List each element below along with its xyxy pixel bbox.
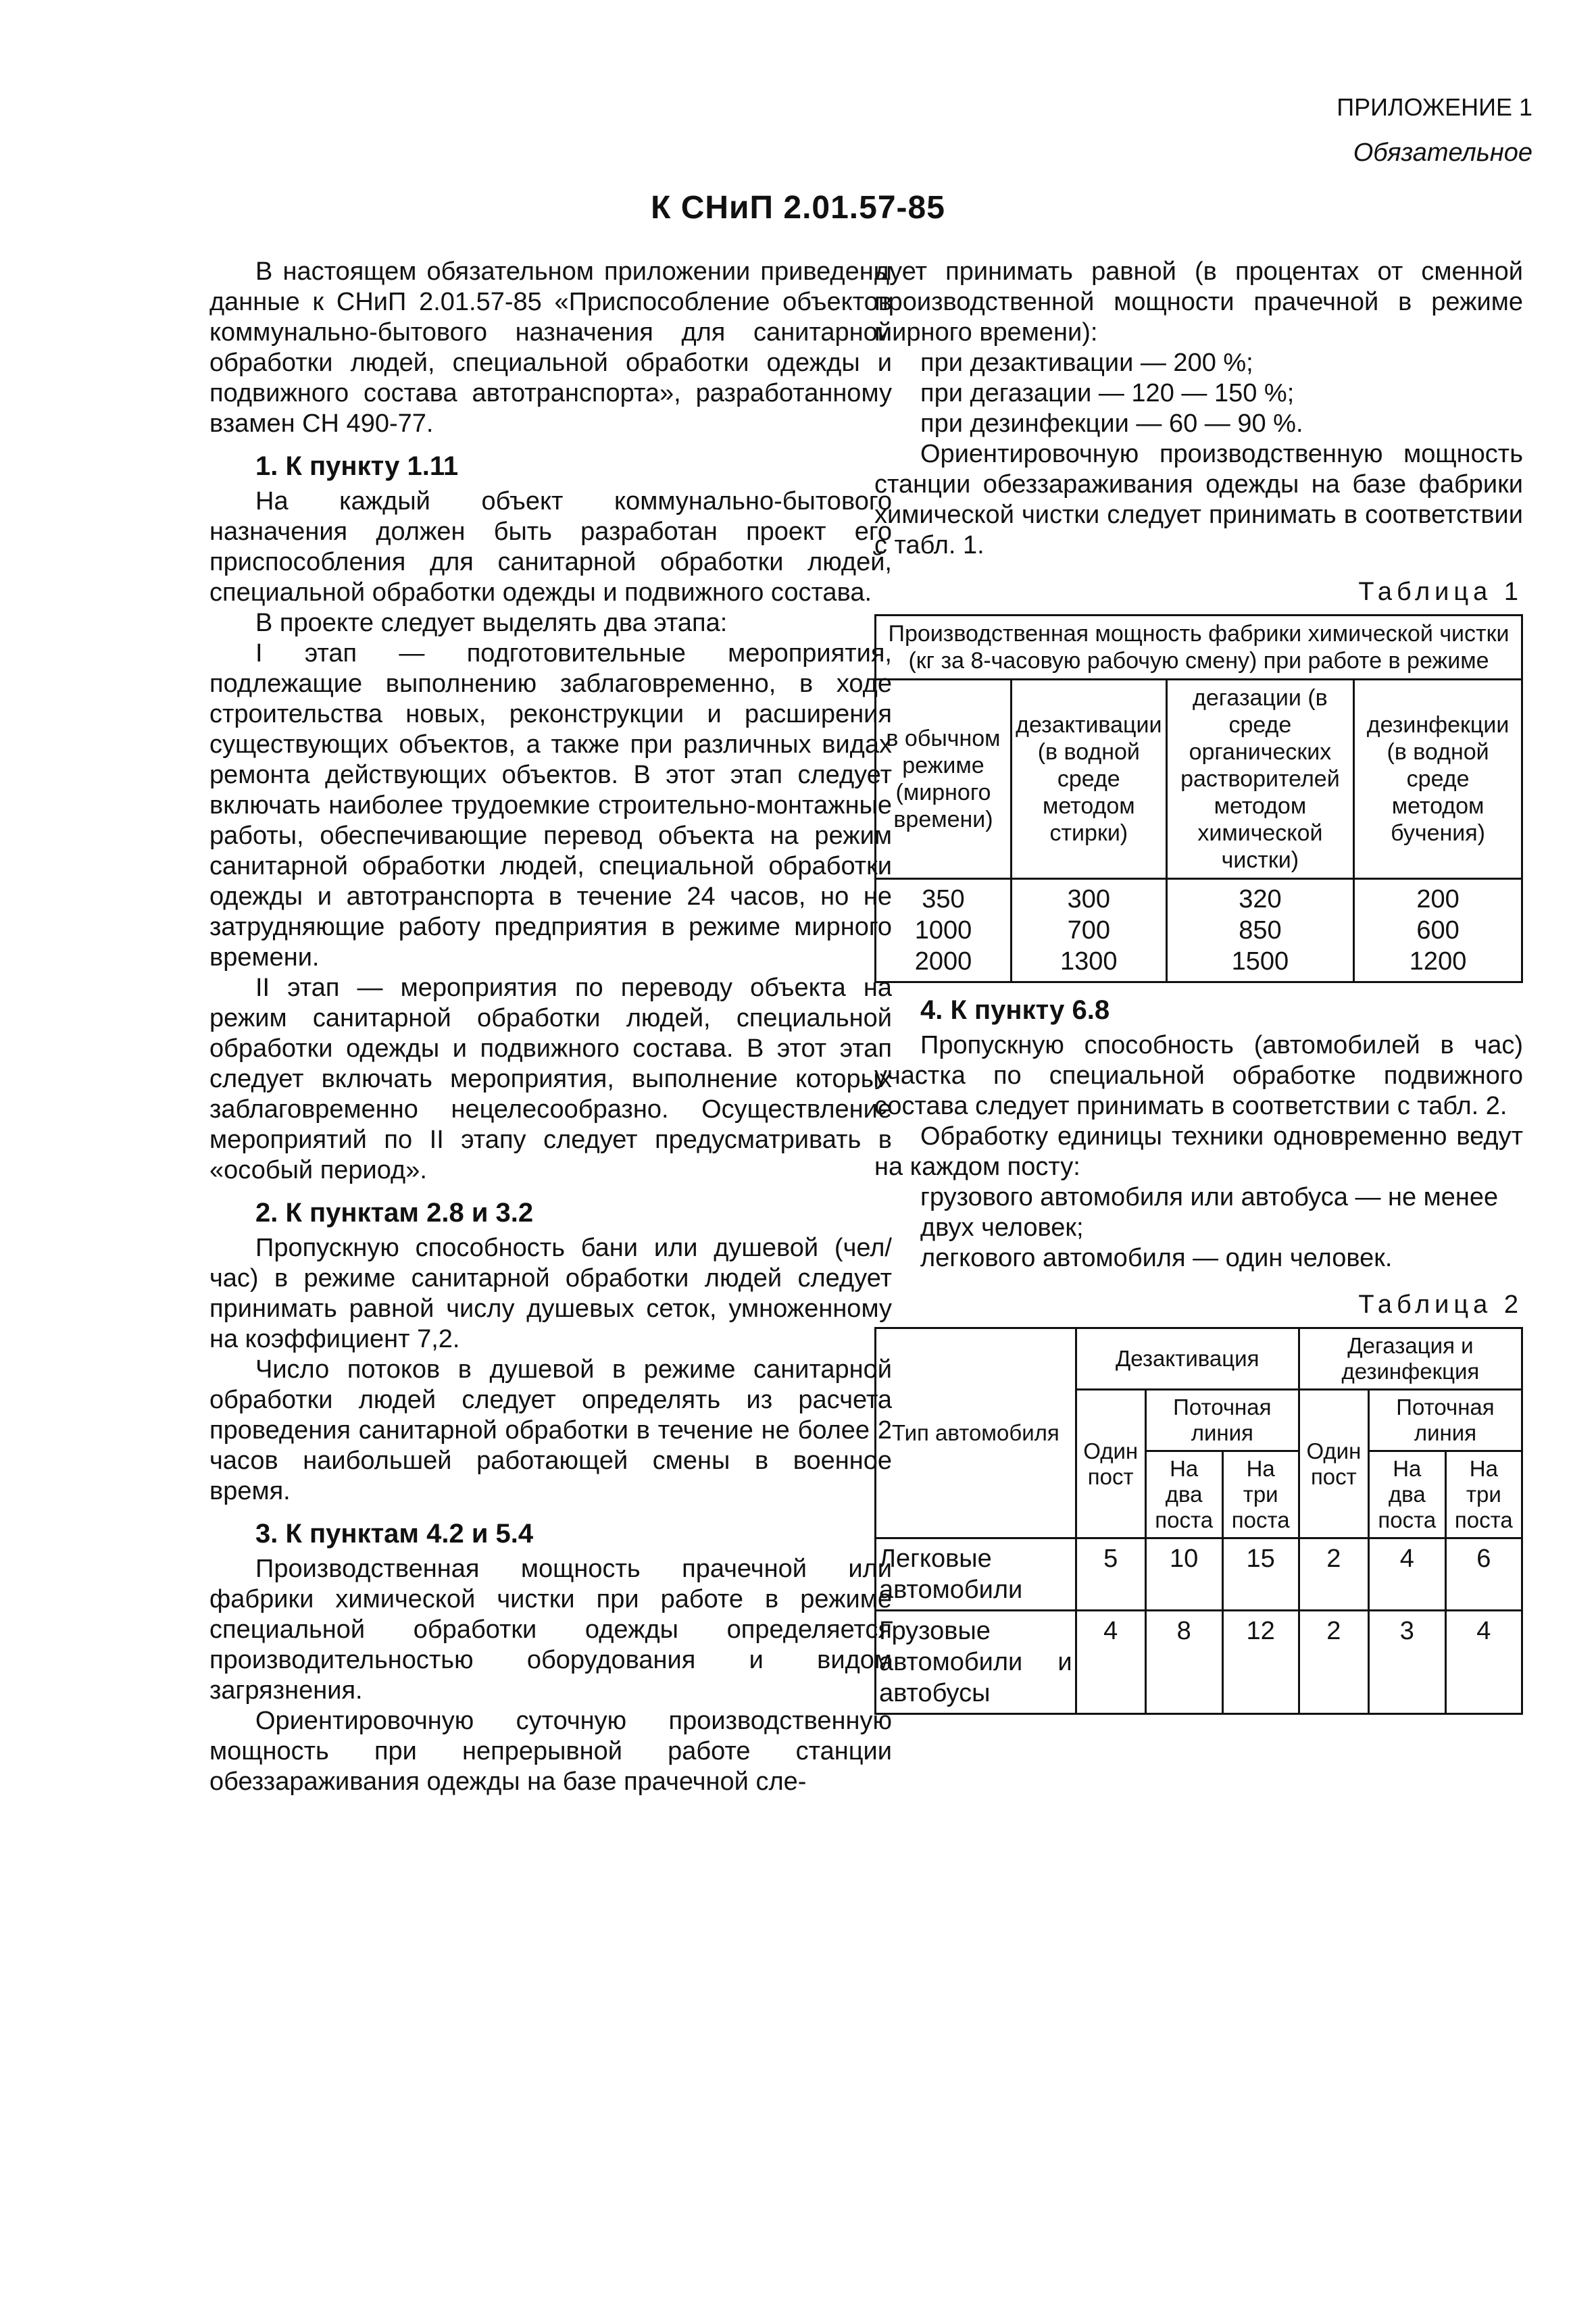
table-2-group-header: Дегазация и дезинфекция <box>1299 1328 1522 1390</box>
continued-paragraph: дует принимать равной (в процентах от сменной производственной мощности прачечной в режиме мирного времени): <box>874 257 1523 347</box>
table-2-caption: Таблица 2 <box>1358 1290 1523 1319</box>
section-1-paragraph: II этап — мероприятия по переводу объекта на режим санитарной обработки людей, специальной обработки одежды и подвижного состава. В этот этап следует включать мероприятия, выполнение которых заблаговременно нецелесообразно. Осуществление мероприятий по II этапу следует предусматривать в «особый период». <box>209 974 892 1184</box>
section-2-paragraph: Пропускную способность бани или душевой (чел/час) в режиме санитарной обработки людей следует принимать равной числу душевых сеток, умноженному на коэффициент 7,2. <box>209 1234 892 1353</box>
paragraph: Ориентировочную производственную мощность станции обеззараживания одежды на базе фабрики химической чистки следует принимать в соответствии с табл. 1. <box>874 440 1523 559</box>
document-title: К СНиП 2.01.57-85 <box>651 190 945 226</box>
section-3-heading: 3. К пунктам 4.2 и 5.4 <box>255 1519 534 1549</box>
table-2-cell: 12 <box>1222 1611 1299 1714</box>
table-1 <box>874 614 1523 983</box>
table-1-caption: Таблица 1 <box>1358 578 1523 606</box>
table-2-cell: 4 <box>1368 1538 1445 1611</box>
list-item: грузового автомобиля или автобуса — не менее двух человек; <box>920 1183 1499 1242</box>
table-2-cell: 8 <box>1145 1611 1222 1714</box>
table-2-cell: 15 <box>1222 1538 1299 1611</box>
table-2-cell: 3 <box>1368 1611 1445 1714</box>
table-2 <box>874 1327 1523 1715</box>
mandatory-label: Обязательное <box>1353 139 1532 167</box>
list-item: при дезактивации — 200 %; <box>920 349 1253 377</box>
table-2-cell: 6 <box>1445 1538 1522 1611</box>
appendix-label: ПРИЛОЖЕНИЕ 1 <box>1337 93 1532 121</box>
table-2-cell: 10 <box>1145 1538 1222 1611</box>
section-2-heading: 2. К пунктам 2.8 и 3.2 <box>255 1198 534 1228</box>
table-2-flow-header: Поточная линия <box>1145 1390 1299 1451</box>
table-2-row-label: Грузовые автомобили и автобусы <box>876 1611 1076 1714</box>
section-1-paragraph: I этап — подготовительные мероприятия, подлежащие выполнению заблаговременно, в ходе строительства новых, реконструкции и расширения существующих объектов, а также при различных видах ремонта действующих объектов. В этот этап следует включать наиболее трудоемкие строительно-монтажные работы, обеспечивающие перевод объекта на режим санитарной обработки людей, специальной обработки одежды и автотранспорта в течение 24 часов, но не затрудняющие работу предприятия в режиме мирного времени. <box>209 639 892 972</box>
table-2-cell: 4 <box>1445 1611 1522 1714</box>
table-1-values: 300 700 1300 <box>1011 879 1166 982</box>
table-2-cell: 2 <box>1299 1611 1368 1714</box>
table-2-sub-header: На три поста <box>1445 1451 1522 1538</box>
table-2-flow-header: Поточная линия <box>1368 1390 1522 1451</box>
table-1-col-header: дегазации (в среде органических растворителей методом химической чистки) <box>1166 680 1354 879</box>
table-2-cell: 5 <box>1076 1538 1145 1611</box>
section-1-heading: 1. К пункту 1.11 <box>255 451 459 481</box>
table-1-values: 200 600 1200 <box>1354 879 1522 982</box>
table-2-sub-header: На два поста <box>1145 1451 1222 1538</box>
section-1-paragraph: В проекте следует выделять два этапа: <box>255 609 728 637</box>
table-2-one-post-header: Один пост <box>1299 1390 1368 1538</box>
left-column <box>209 257 892 1797</box>
section-1-paragraph: На каждый объект коммунально-бытового назначения должен быть разработан проект его приспособления для санитарной обработки людей, специальной обработки одежды и подвижного состава. <box>209 487 892 607</box>
right-column <box>874 257 1523 1715</box>
list-item: при дегазации — 120 — 150 %; <box>920 379 1295 407</box>
section-3-paragraph: Ориентировочную суточную производственную мощность при непрерывной работе станции обеззараживания одежды на базе прачечной сле- <box>209 1707 892 1796</box>
table-1-col-header: в обычном режиме (мирного времени) <box>876 680 1012 879</box>
section-4-paragraph: Обработку единицы техники одновременно ведут на каждом посту: <box>874 1122 1523 1181</box>
table-1-values: 350 1000 2000 <box>876 879 1012 982</box>
table-1-values: 320 850 1500 <box>1166 879 1354 982</box>
table-2-cell: 4 <box>1076 1611 1145 1714</box>
list-item: легкового автомобиля — один человек. <box>920 1244 1393 1272</box>
section-4-heading: 4. К пункту 6.8 <box>920 995 1110 1025</box>
list-item: при дезинфекции — 60 — 90 %. <box>920 409 1303 438</box>
table-2-row-label: Легковые автомобили <box>876 1538 1076 1611</box>
section-4-paragraph: Пропускную способность (автомобилей в час) участка по специальной обработке подвижного состава следует принимать в соответствии с табл. 2. <box>874 1031 1523 1120</box>
table-2-sub-header: На два поста <box>1368 1451 1445 1538</box>
table-2-sub-header: На три поста <box>1222 1451 1299 1538</box>
table-1-header: Производственная мощность фабрики химической чистки (кг за 8-часовую рабочую смену) при работе в режиме <box>876 616 1522 680</box>
section-3-paragraph: Производственная мощность прачечной или фабрики химической чистки при работе в режиме специальной обработки одежды определяется производительностью оборудования и видом загрязнения. <box>209 1555 892 1705</box>
section-2-paragraph: Число потоков в душевой в режиме санитарной обработки людей следует определять из расчета проведения санитарной обработки в течение не более 2 часов наибольшей работающей смены в военное время. <box>209 1355 892 1505</box>
table-2-group-header: Дезактивация <box>1076 1328 1299 1390</box>
table-2-cell: 2 <box>1299 1538 1368 1611</box>
table-1-col-header: дезактивации (в водной среде методом стирки) <box>1011 680 1166 879</box>
table-1-col-header: дезинфекции (в водной среде методом бучения) <box>1354 680 1522 879</box>
table-2-type-header: Тип автомобиля <box>876 1328 1076 1538</box>
table-2-one-post-header: Один пост <box>1076 1390 1145 1538</box>
intro-paragraph: В настоящем обязательном приложении приведены данные к СНиП 2.01.57-85 «Приспособление объектов коммунально-бытового назначения для санитарной обработки людей, специальной обработки одежды и подвижного состава автотранспорта», разработанному взамен СН 490-77. <box>209 257 892 438</box>
